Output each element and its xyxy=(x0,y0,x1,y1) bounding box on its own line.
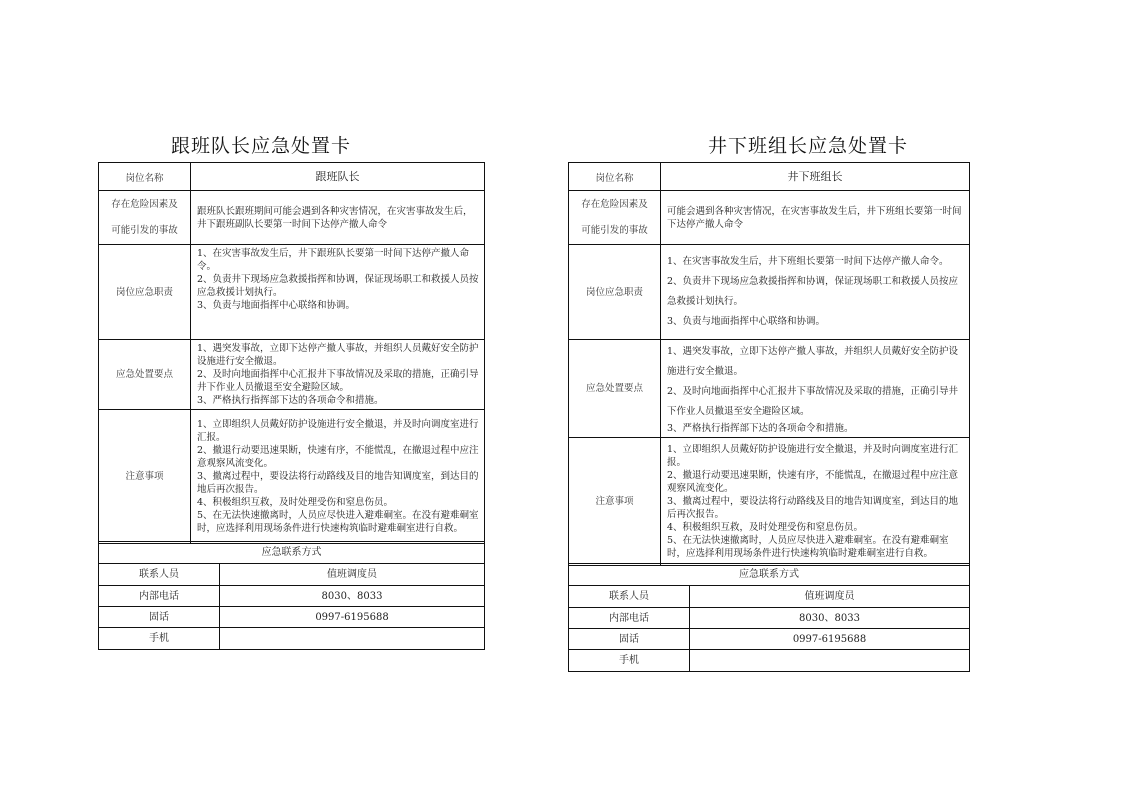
card-title: 跟班队长应急处置卡 xyxy=(171,135,352,157)
contact-label: 联系人员 xyxy=(99,564,220,586)
contact-section-title: 应急联系方式 xyxy=(99,542,485,564)
note-item: 3、撤离过程中，要设法将行动路线及目的地告知调度室，到达目的地后再次报告。 xyxy=(197,471,479,495)
note-item: 4、积极组织互救，及时处理受伤和窒息伤员。 xyxy=(667,522,864,533)
contact-value xyxy=(690,650,970,672)
hazards-label-line1: 存在危险因素及 xyxy=(111,198,178,210)
card-table xyxy=(98,162,485,544)
contact-row xyxy=(99,607,485,628)
contact-label: 内部电话 xyxy=(99,586,220,607)
contact-row xyxy=(99,564,485,586)
response-item: 2、及时向地面指挥中心汇报井下事故情况及采取的措施，正确引导井下作业人员撤退至安全避险区域。 xyxy=(667,386,959,417)
note-item: 3、撤离过程中，要设法将行动路线及目的地告知调度室，到达目的地后再次报告。 xyxy=(667,496,959,520)
position-label: 岗位名称 xyxy=(99,163,191,191)
contact-row xyxy=(569,608,970,629)
contact-value: 8030、8033 xyxy=(690,608,970,629)
contact-row xyxy=(569,650,970,672)
hazards-value: 跟班队长跟班期间可能会遇到各种灾害情况，在灾害事故发生后，井下跟班副队长要第一时间下达停产撤人命令 xyxy=(191,191,485,245)
contact-table xyxy=(568,563,970,672)
duties-list xyxy=(661,245,970,340)
note-item: 2、撤退行动要迅速果断，快速有序，不能慌乱，在撤退过程中应注意观察风流变化。 xyxy=(197,445,479,469)
hazards-label xyxy=(569,191,661,245)
contact-row xyxy=(569,629,970,650)
response-item: 2、及时向地面指挥中心汇报井下事故情况及采取的措施，正确引导井下作业人员撤退至安全避险区域。 xyxy=(197,369,479,393)
contact-row xyxy=(569,586,970,608)
notes-list xyxy=(661,438,970,566)
note-item: 5、在无法快速撤离时，人员应尽快进入避难硐室。在没有避难硐室时，应选择利用现场条件进行快速构筑临时避难硐室进行自救。 xyxy=(197,510,479,534)
hazards-label xyxy=(99,191,191,245)
duties-label: 岗位应急职责 xyxy=(569,245,661,340)
note-item: 1、立即组织人员戴好防护设施进行安全撤退，并及时向调度室进行汇报。 xyxy=(667,444,959,468)
card-table xyxy=(568,162,970,566)
duty-item: 2、负责井下现场应急救援指挥和协调，保证现场职工和救援人员按应急救援计划执行。 xyxy=(197,274,479,298)
note-item: 2、撤退行动要迅速果断，快速有序，不能慌乱，在撤退过程中应注意观察风流变化。 xyxy=(667,470,959,494)
response-item: 1、遇突发事故，立即下达停产撤人事故，并组织人员戴好安全防护设施进行安全撤退。 xyxy=(197,343,479,367)
contact-value xyxy=(220,628,485,650)
response-list xyxy=(191,340,485,410)
duty-item: 2、负责井下现场应急救援指挥和协调，保证现场职工和救援人员按应急救援计划执行。 xyxy=(667,276,959,307)
notes-label: 注意事项 xyxy=(569,438,661,566)
contact-table xyxy=(98,541,485,650)
contact-value: 0997-6195688 xyxy=(690,629,970,650)
contact-label: 固话 xyxy=(569,629,690,650)
response-item: 3、严格执行指挥部下达的各项命令和措施。 xyxy=(197,395,384,406)
hazards-label-line2: 可能引发的事故 xyxy=(581,224,648,236)
response-label: 应急处置要点 xyxy=(569,340,661,438)
card-title: 井下班组长应急处置卡 xyxy=(708,135,909,157)
contact-value: 值班调度员 xyxy=(220,564,485,586)
note-item: 1、立即组织人员戴好防护设施进行安全撤退，并及时向调度室进行汇报。 xyxy=(197,419,479,443)
duties-list xyxy=(191,245,485,340)
contact-label: 联系人员 xyxy=(569,586,690,608)
notes-list xyxy=(191,410,485,544)
response-item: 3、严格执行指挥部下达的各项命令和措施。 xyxy=(667,423,854,434)
response-item: 1、遇突发事故，立即下达停产撤人事故，并组织人员戴好安全防护设施进行安全撤退。 xyxy=(667,346,959,377)
contact-label: 内部电话 xyxy=(569,608,690,629)
contact-value: 0997-6195688 xyxy=(220,607,485,628)
contact-label: 固话 xyxy=(99,607,220,628)
position-label: 岗位名称 xyxy=(569,163,661,191)
position-value: 跟班队长 xyxy=(191,163,485,191)
contact-row xyxy=(99,628,485,650)
duty-item: 3、负责与地面指挥中心联络和协调。 xyxy=(197,300,356,311)
note-item: 5、在无法快速撤离时，人员应尽快进入避难硐室。在没有避难硐室时，应选择利用现场条件进行快速构筑临时避难硐室进行自救。 xyxy=(667,535,949,559)
hazards-label-line2: 可能引发的事故 xyxy=(111,224,178,236)
contact-label: 手机 xyxy=(99,628,220,650)
notes-label: 注意事项 xyxy=(99,410,191,544)
contact-row xyxy=(99,586,485,607)
contact-value: 值班调度员 xyxy=(690,586,970,608)
contact-section-title: 应急联系方式 xyxy=(569,564,970,586)
contact-label: 手机 xyxy=(569,650,690,672)
note-item: 4、积极组织互救，及时处理受伤和窒息伤员。 xyxy=(197,497,394,508)
contact-value: 8030、8033 xyxy=(220,586,485,607)
hazards-value: 可能会遇到各种灾害情况，在灾害事故发生后，井下班组长要第一时间下达停产撤人命令 xyxy=(661,191,970,245)
response-label: 应急处置要点 xyxy=(99,340,191,410)
duty-item: 1、在灾害事故发生后，井下班组长要第一时间下达停产撤人命令。 xyxy=(667,256,949,267)
duty-item: 3、负责与地面指挥中心联络和协调。 xyxy=(667,316,826,327)
position-value: 井下班组长 xyxy=(661,163,970,191)
hazards-label-line1: 存在危险因素及 xyxy=(581,198,648,210)
response-list xyxy=(661,340,970,438)
duty-item: 1、在灾害事故发生后，井下跟班队长要第一时间下达停产撤人命令。 xyxy=(197,248,470,272)
duties-label: 岗位应急职责 xyxy=(99,245,191,340)
